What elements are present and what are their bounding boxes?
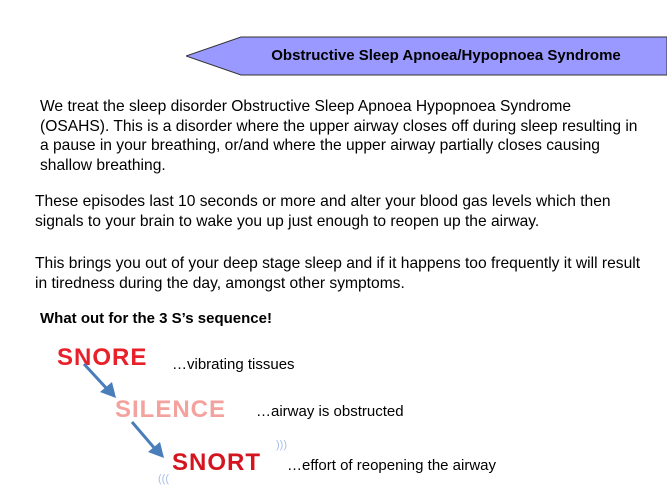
title-banner (186, 36, 667, 76)
sequence-heading: What out for the 3 S’s sequence! (40, 310, 272, 327)
banner-title: Obstructive Sleep Apnoea/Hypopnoea Syndrome (271, 47, 621, 64)
silence-description: …airway is obstructed (256, 403, 404, 420)
tiredness-paragraph: This brings you out of your deep stage sleep and if it happens too frequently it will result in tiredness during the day, amongst other symptoms. (35, 255, 641, 292)
intro-paragraph: We treat the sleep disorder Obstructive Sleep Apnoea Hypopnoea Syndrome (OSAHS). This is a disorder where the upper airway closes off during sleep resulting in a pause in your breathing, or/and where the upper airway partially closes causing shallow breathing. (40, 98, 638, 174)
arrow-silence-to-snort (128, 418, 168, 460)
arrow-snore-to-silence (80, 360, 120, 400)
snore-word: SNORE (57, 344, 148, 371)
silence-word: SILENCE (115, 396, 227, 423)
sound-wave-icon: ((( (158, 473, 169, 485)
sound-wave-icon: ))) (276, 439, 287, 451)
snort-word: SNORT (172, 449, 261, 476)
episodes-paragraph: These episodes last 10 seconds or more and alter your blood gas levels which then signals to your brain to wake you up just enough to reopen up the airway. (35, 193, 611, 230)
snort-description: …effort of reopening the airway (287, 457, 497, 474)
snore-description: …vibrating tissues (172, 356, 295, 373)
